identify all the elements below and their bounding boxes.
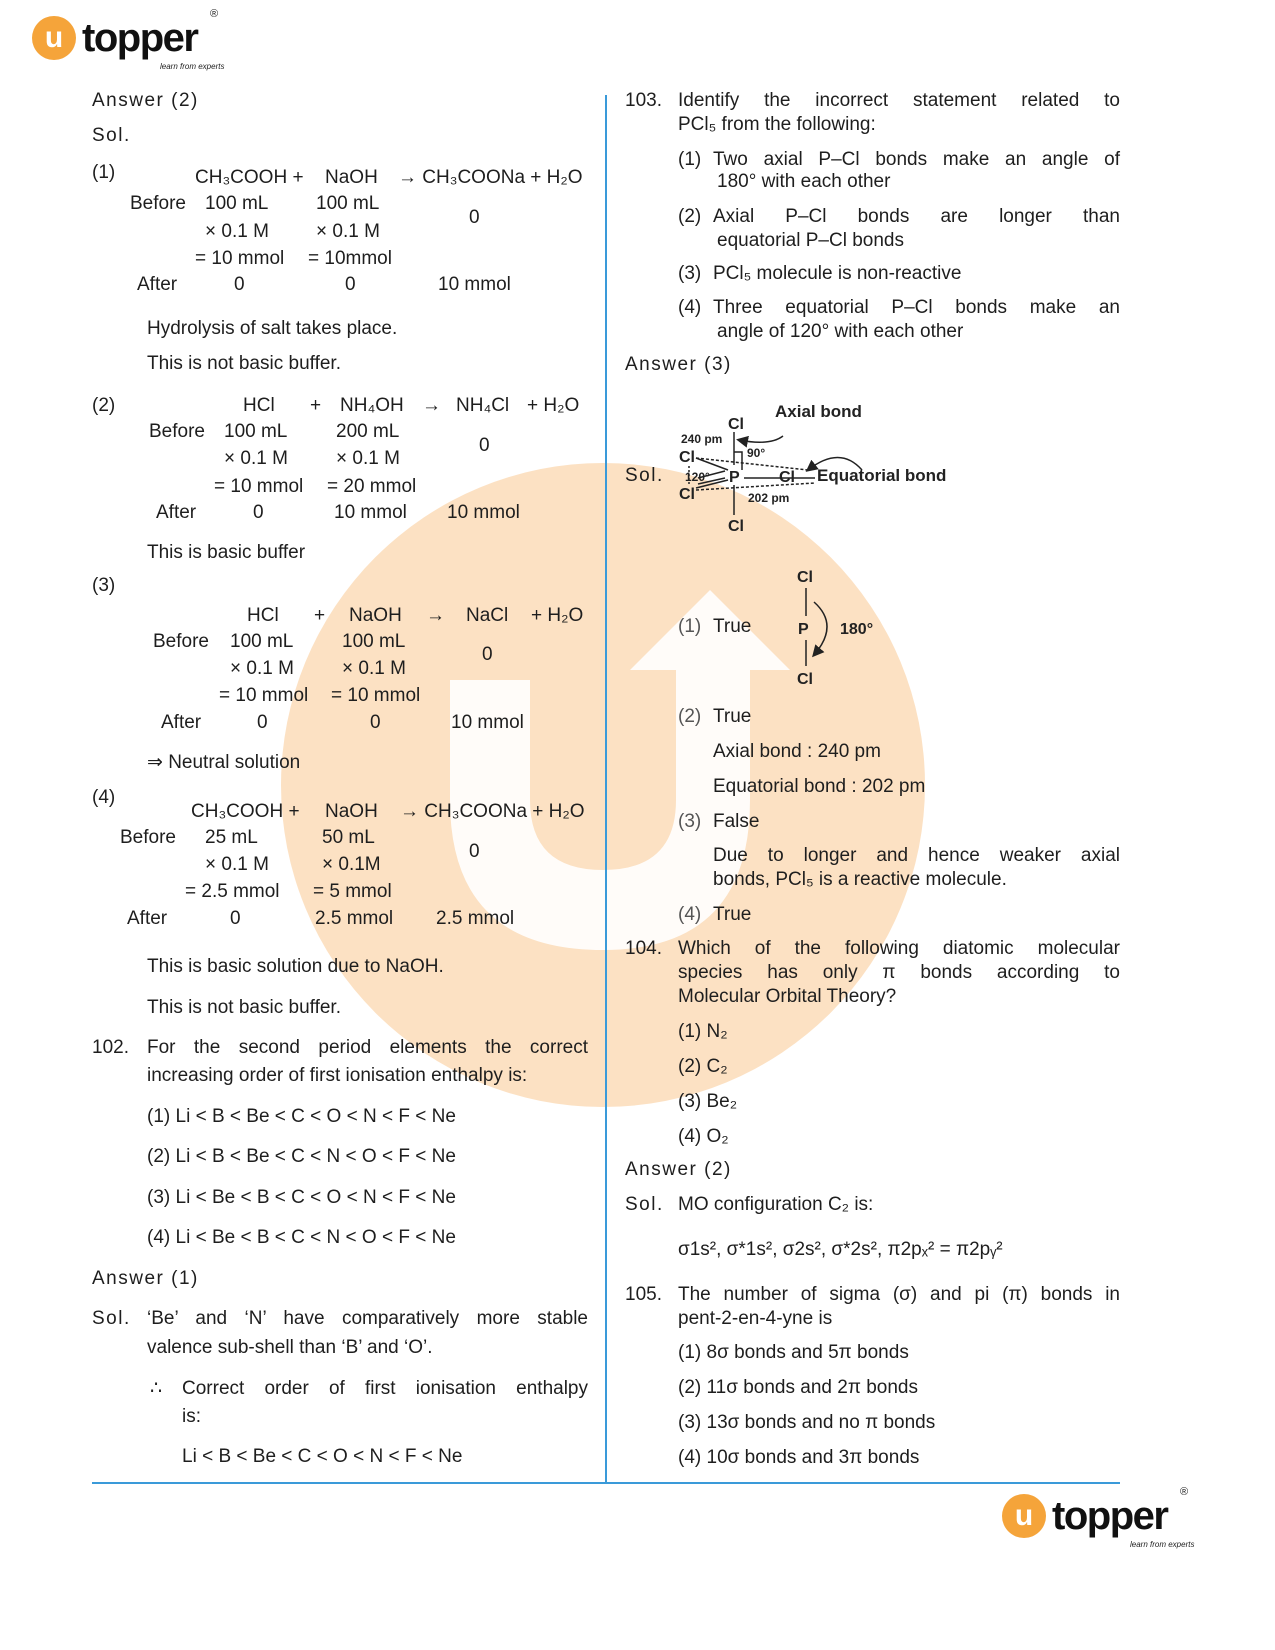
pcl5-structure-diagram (0, 0, 1275, 700)
angle-120-label: 120° (685, 470, 710, 484)
option: (3) 13σ bonds and no π bonds (678, 1412, 936, 1433)
question-text: For the second period elements the correct (147, 1037, 588, 1058)
sol-label: Sol. (625, 465, 664, 486)
solution-text: valence sub-shell than ‘B’ and ‘O’. (147, 1337, 433, 1358)
row-label: After (127, 908, 168, 929)
question-text: Molecular Orbital Theory? (678, 986, 897, 1007)
option: (3) Be₂ (678, 1091, 738, 1112)
statement-detail: Axial bond : 240 pm (713, 741, 881, 762)
cell: 10 mmol (334, 502, 407, 523)
p-atom-label: P (729, 469, 740, 486)
option-text: Three equatorial P–Cl bonds make an (713, 297, 1120, 318)
question-number: 103. (625, 90, 662, 111)
sol-label: Sol. (92, 1308, 131, 1329)
case-number: (1) (92, 162, 116, 183)
cell: 0 (469, 207, 480, 228)
statement-number: (2) (678, 706, 702, 727)
statement-verdict: True (713, 706, 752, 727)
option-text: 180° with each other (717, 171, 891, 192)
statement-detail: Equatorial bond : 202 pm (713, 776, 926, 797)
p-atom-label: P (798, 621, 809, 638)
question-text: species has only π bonds according to (678, 962, 1120, 983)
cl-atom-label: Cl (728, 416, 744, 433)
axial-length-label: 240 pm (681, 432, 723, 446)
cell: × 0.1 M (316, 221, 380, 242)
equation-term: + H₂O (531, 605, 584, 626)
equation-term: NaCl (466, 605, 509, 626)
cell: × 0.1 M (224, 448, 288, 469)
option-number: (1) (678, 149, 702, 170)
cell: 0 (345, 274, 356, 295)
topper-logo-icon: u (1002, 1494, 1046, 1538)
option: (1) Li < B < Be < C < O < N < F < Ne (147, 1106, 456, 1127)
equation-term: + H₂O (527, 395, 580, 416)
cell: = 10mmol (308, 248, 392, 269)
footer-rule (92, 1482, 1120, 1484)
note: ⇒ Neutral solution (147, 752, 301, 773)
cell: 2.5 mmol (315, 908, 394, 929)
note: This is not basic buffer. (147, 353, 341, 374)
cl-atom-label: Cl (797, 671, 813, 688)
cell: 100 mL (224, 421, 288, 442)
question-text: PCl₅ from the following: (678, 114, 876, 135)
option: (2) Li < B < Be < C < N < O < F < Ne (147, 1146, 456, 1167)
cell: 100 mL (342, 631, 406, 652)
cell: 0 (234, 274, 245, 295)
option-text: PCl₅ molecule is non-reactive (713, 263, 962, 284)
question-text: increasing order of first ionisation enthalpy is: (147, 1065, 528, 1086)
equation-term: NH₄OH (340, 395, 404, 416)
cell: 10 mmol (447, 502, 520, 523)
cell: = 10 mmol (219, 685, 309, 706)
cell: × 0.1 M (205, 221, 269, 242)
option: (2) C₂ (678, 1056, 728, 1077)
cell: 200 mL (336, 421, 400, 442)
topper-logo-top: u topper ® learn from experts (32, 16, 197, 60)
note: This is not basic buffer. (147, 997, 341, 1018)
note: Hydrolysis of salt takes place. (147, 318, 398, 339)
option-number: (4) (678, 297, 702, 318)
equation-term: + (314, 605, 326, 626)
equation-term: CH₃COOH + (191, 801, 300, 822)
cell: 0 (370, 712, 381, 733)
answer-label: Answer (2) (92, 90, 199, 111)
answer-label: Answer (1) (92, 1268, 199, 1289)
option-number: (3) (678, 263, 702, 284)
cell: 100 mL (205, 193, 269, 214)
cell: 0 (469, 841, 480, 862)
cell: 10 mmol (438, 274, 511, 295)
case-number: (4) (92, 787, 116, 808)
note: This is basic buffer (147, 542, 306, 563)
cell: = 10 mmol (331, 685, 421, 706)
sol-label: Sol. (92, 125, 131, 146)
case-number: (2) (92, 395, 116, 416)
cell: 0 (482, 644, 493, 665)
cl-atom-label: Cl (728, 518, 744, 535)
case-number: (3) (92, 575, 116, 596)
cell: 100 mL (316, 193, 380, 214)
equation-term: → CH₃COONa + H₂O (400, 801, 585, 822)
row-label: Before (130, 193, 186, 214)
cell: × 0.1 M (336, 448, 400, 469)
option: (1) N₂ (678, 1021, 728, 1042)
cl-atom-label: Cl (779, 469, 795, 486)
equation-term: NaOH (325, 801, 378, 822)
option-text: angle of 120° with each other (717, 321, 964, 342)
equation-term: CH₃COOH + (195, 167, 304, 188)
equatorial-length-label: 202 pm (748, 491, 790, 505)
option: (4) 10σ bonds and 3π bonds (678, 1447, 920, 1468)
row-label: Before (120, 827, 176, 848)
cl-atom-label: Cl (679, 449, 695, 466)
cell: 2.5 mmol (436, 908, 515, 929)
cell: 10 mmol (451, 712, 524, 733)
question-number: 102. (92, 1037, 129, 1058)
cell: 25 mL (205, 827, 258, 848)
option-text: Two axial P–Cl bonds make an angle of (713, 149, 1120, 170)
equation-term: HCl (243, 395, 275, 416)
sol-label: Sol. (625, 1194, 664, 1215)
answer-label: Answer (2) (625, 1159, 732, 1180)
cell: × 0.1M (322, 854, 381, 875)
statement-verdict: True (713, 904, 752, 925)
solution-order: Li < B < Be < C < O < N < F < Ne (182, 1446, 463, 1467)
solution-text: MO configuration C₂ is: (678, 1194, 874, 1215)
question-number: 105. (625, 1284, 662, 1305)
option: (2) 11σ bonds and 2π bonds (678, 1377, 918, 1398)
solution-text: ‘Be’ and ‘N’ have comparatively more stable (147, 1308, 588, 1329)
therefore-symbol: ∴ (150, 1378, 163, 1399)
statement-detail: bonds, PCl₅ is a reactive molecule. (713, 869, 1007, 890)
statement-number: (4) (678, 904, 702, 925)
statement-number: (1) (678, 616, 702, 637)
equation-term: → (426, 605, 445, 626)
option: (3) Li < Be < B < C < O < N < F < Ne (147, 1187, 456, 1208)
angle-90-label: 90° (747, 446, 766, 460)
row-label: Before (149, 421, 205, 442)
row-label: After (156, 502, 197, 523)
topper-logo-bottom: u topper ® learn from experts (1002, 1494, 1167, 1538)
angle-180-label: 180° (840, 621, 874, 638)
equatorial-bond-label: Equatorial bond (817, 466, 947, 485)
equation-term: HCl (247, 605, 279, 626)
cell: 0 (257, 712, 268, 733)
equation-term: → (422, 395, 441, 416)
cell: = 20 mmol (327, 476, 417, 497)
statement-verdict: False (713, 811, 760, 832)
row-label: Before (153, 631, 209, 652)
question-number: 104. (625, 938, 662, 959)
equation-term: + (310, 395, 322, 416)
equation-term: NH₄Cl (456, 395, 510, 416)
option-number: (2) (678, 206, 702, 227)
solution-text: is: (182, 1406, 201, 1427)
option: (1) 8σ bonds and 5π bonds (678, 1342, 909, 1363)
cell: 0 (230, 908, 241, 929)
statement-detail: Due to longer and hence weaker axial (713, 845, 1120, 866)
question-text: Identify the incorrect statement related to (678, 90, 1120, 111)
cell: × 0.1 M (230, 658, 294, 679)
option: (4) O₂ (678, 1126, 729, 1147)
option-text: Axial P–Cl bonds are longer than (713, 206, 1120, 227)
mo-configuration: σ1s², σ*1s², σ2s², σ*2s², π2pₓ² = π2pᵧ² (678, 1239, 1003, 1260)
equation-term: → CH₃COONa + H₂O (398, 167, 583, 188)
question-text: The number of sigma (σ) and pi (π) bonds in (678, 1284, 1120, 1305)
cell: 100 mL (230, 631, 294, 652)
question-text: Which of the following diatomic molecular (678, 938, 1120, 959)
solution-text: Correct order of first ionisation enthalpy (182, 1378, 588, 1399)
option: (4) Li < Be < B < C < N < O < F < Ne (147, 1227, 456, 1248)
statement-number: (3) (678, 811, 702, 832)
row-label: After (137, 274, 178, 295)
cell: = 10 mmol (195, 248, 285, 269)
cell: 50 mL (322, 827, 375, 848)
cell: × 0.1 M (342, 658, 406, 679)
cl-atom-label: Cl (797, 569, 813, 586)
answer-label: Answer (3) (625, 354, 732, 375)
statement-verdict: True (713, 616, 752, 637)
cl-atom-label: Cl (679, 486, 695, 503)
option-text: equatorial P–Cl bonds (717, 230, 904, 251)
equation-term: NaOH (325, 167, 378, 188)
row-label: After (161, 712, 202, 733)
equation-term: NaOH (349, 605, 402, 626)
cell: = 10 mmol (214, 476, 304, 497)
cell: 0 (479, 435, 490, 456)
cell: 0 (253, 502, 264, 523)
cell: = 2.5 mmol (185, 881, 280, 902)
topper-logo-icon: u (32, 16, 76, 60)
cell: = 5 mmol (313, 881, 392, 902)
cell: × 0.1 M (205, 854, 269, 875)
question-text: pent-2-en-4-yne is (678, 1308, 833, 1329)
axial-bond-label: Axial bond (775, 402, 862, 421)
note: This is basic solution due to NaOH. (147, 956, 444, 977)
